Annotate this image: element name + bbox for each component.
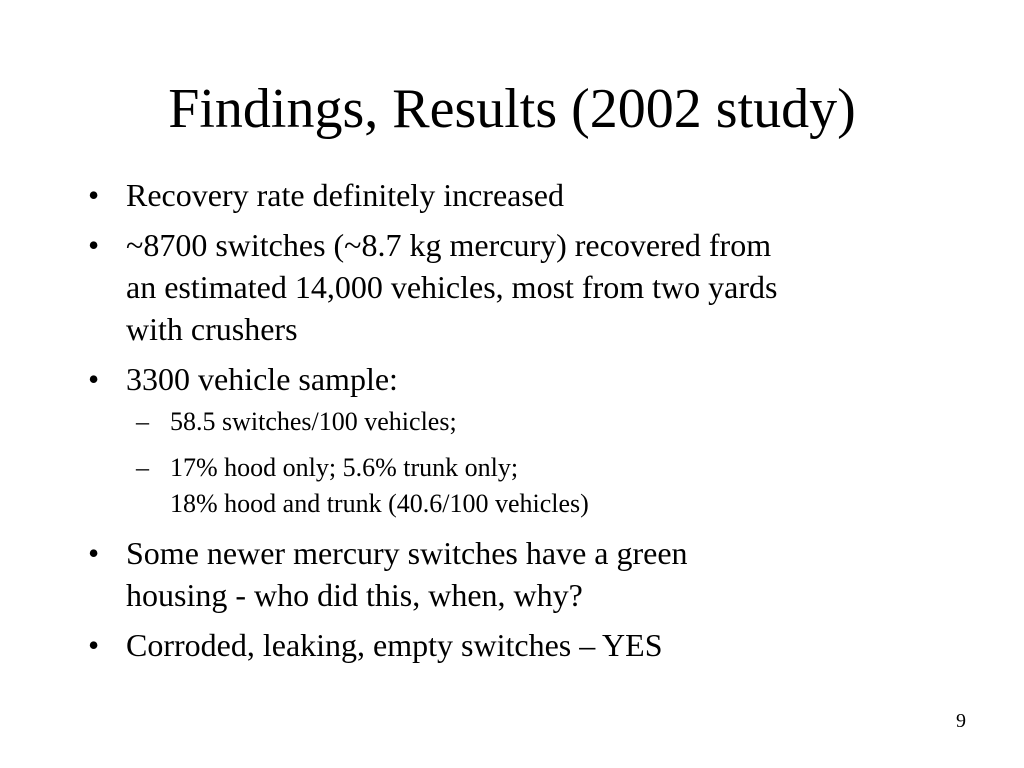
bullet-marker: • bbox=[88, 177, 100, 213]
bullet-marker: • bbox=[88, 361, 100, 397]
sub-bullet-text: 58.5 switches/100 vehicles; bbox=[170, 407, 457, 436]
bullet-marker: • bbox=[88, 227, 100, 263]
bullet-text: Recovery rate definitely increased bbox=[126, 177, 564, 213]
sub-bullet-marker: – bbox=[136, 407, 149, 436]
bullet-item bbox=[82, 174, 962, 216]
bullet-text: 3300 vehicle sample: bbox=[126, 361, 398, 397]
bullet-text: housing - who did this, when, why? bbox=[126, 577, 583, 613]
bullet-item bbox=[82, 224, 962, 350]
bullet-item bbox=[82, 358, 962, 522]
sub-bullet-item bbox=[126, 450, 962, 522]
bullet-text: Some newer mercury switches have a green bbox=[126, 535, 688, 571]
sub-bullet-text: 17% hood only; 5.6% trunk only; bbox=[170, 453, 519, 482]
bullet-item bbox=[82, 532, 962, 616]
bullet-text: ~8700 switches (~8.7 kg mercury) recovered from bbox=[126, 227, 772, 263]
bullet-item bbox=[82, 624, 962, 666]
sub-bullet-item bbox=[126, 404, 962, 440]
sub-bullet-list bbox=[126, 404, 962, 522]
bullet-list bbox=[82, 174, 962, 674]
bullet-text: with crushers bbox=[126, 311, 298, 347]
page-number: 9 bbox=[956, 710, 966, 732]
bullet-text: an estimated 14,000 vehicles, most from two yards bbox=[126, 269, 778, 305]
sub-bullet-marker: – bbox=[136, 453, 149, 482]
bullet-text: Corroded, leaking, empty switches – YES bbox=[126, 627, 663, 663]
slide-title: Findings, Results (2002 study) bbox=[168, 78, 856, 140]
sub-bullet-text: 18% hood and trunk (40.6/100 vehicles) bbox=[170, 489, 589, 518]
bullet-marker: • bbox=[88, 535, 100, 571]
bullet-marker: • bbox=[88, 627, 100, 663]
